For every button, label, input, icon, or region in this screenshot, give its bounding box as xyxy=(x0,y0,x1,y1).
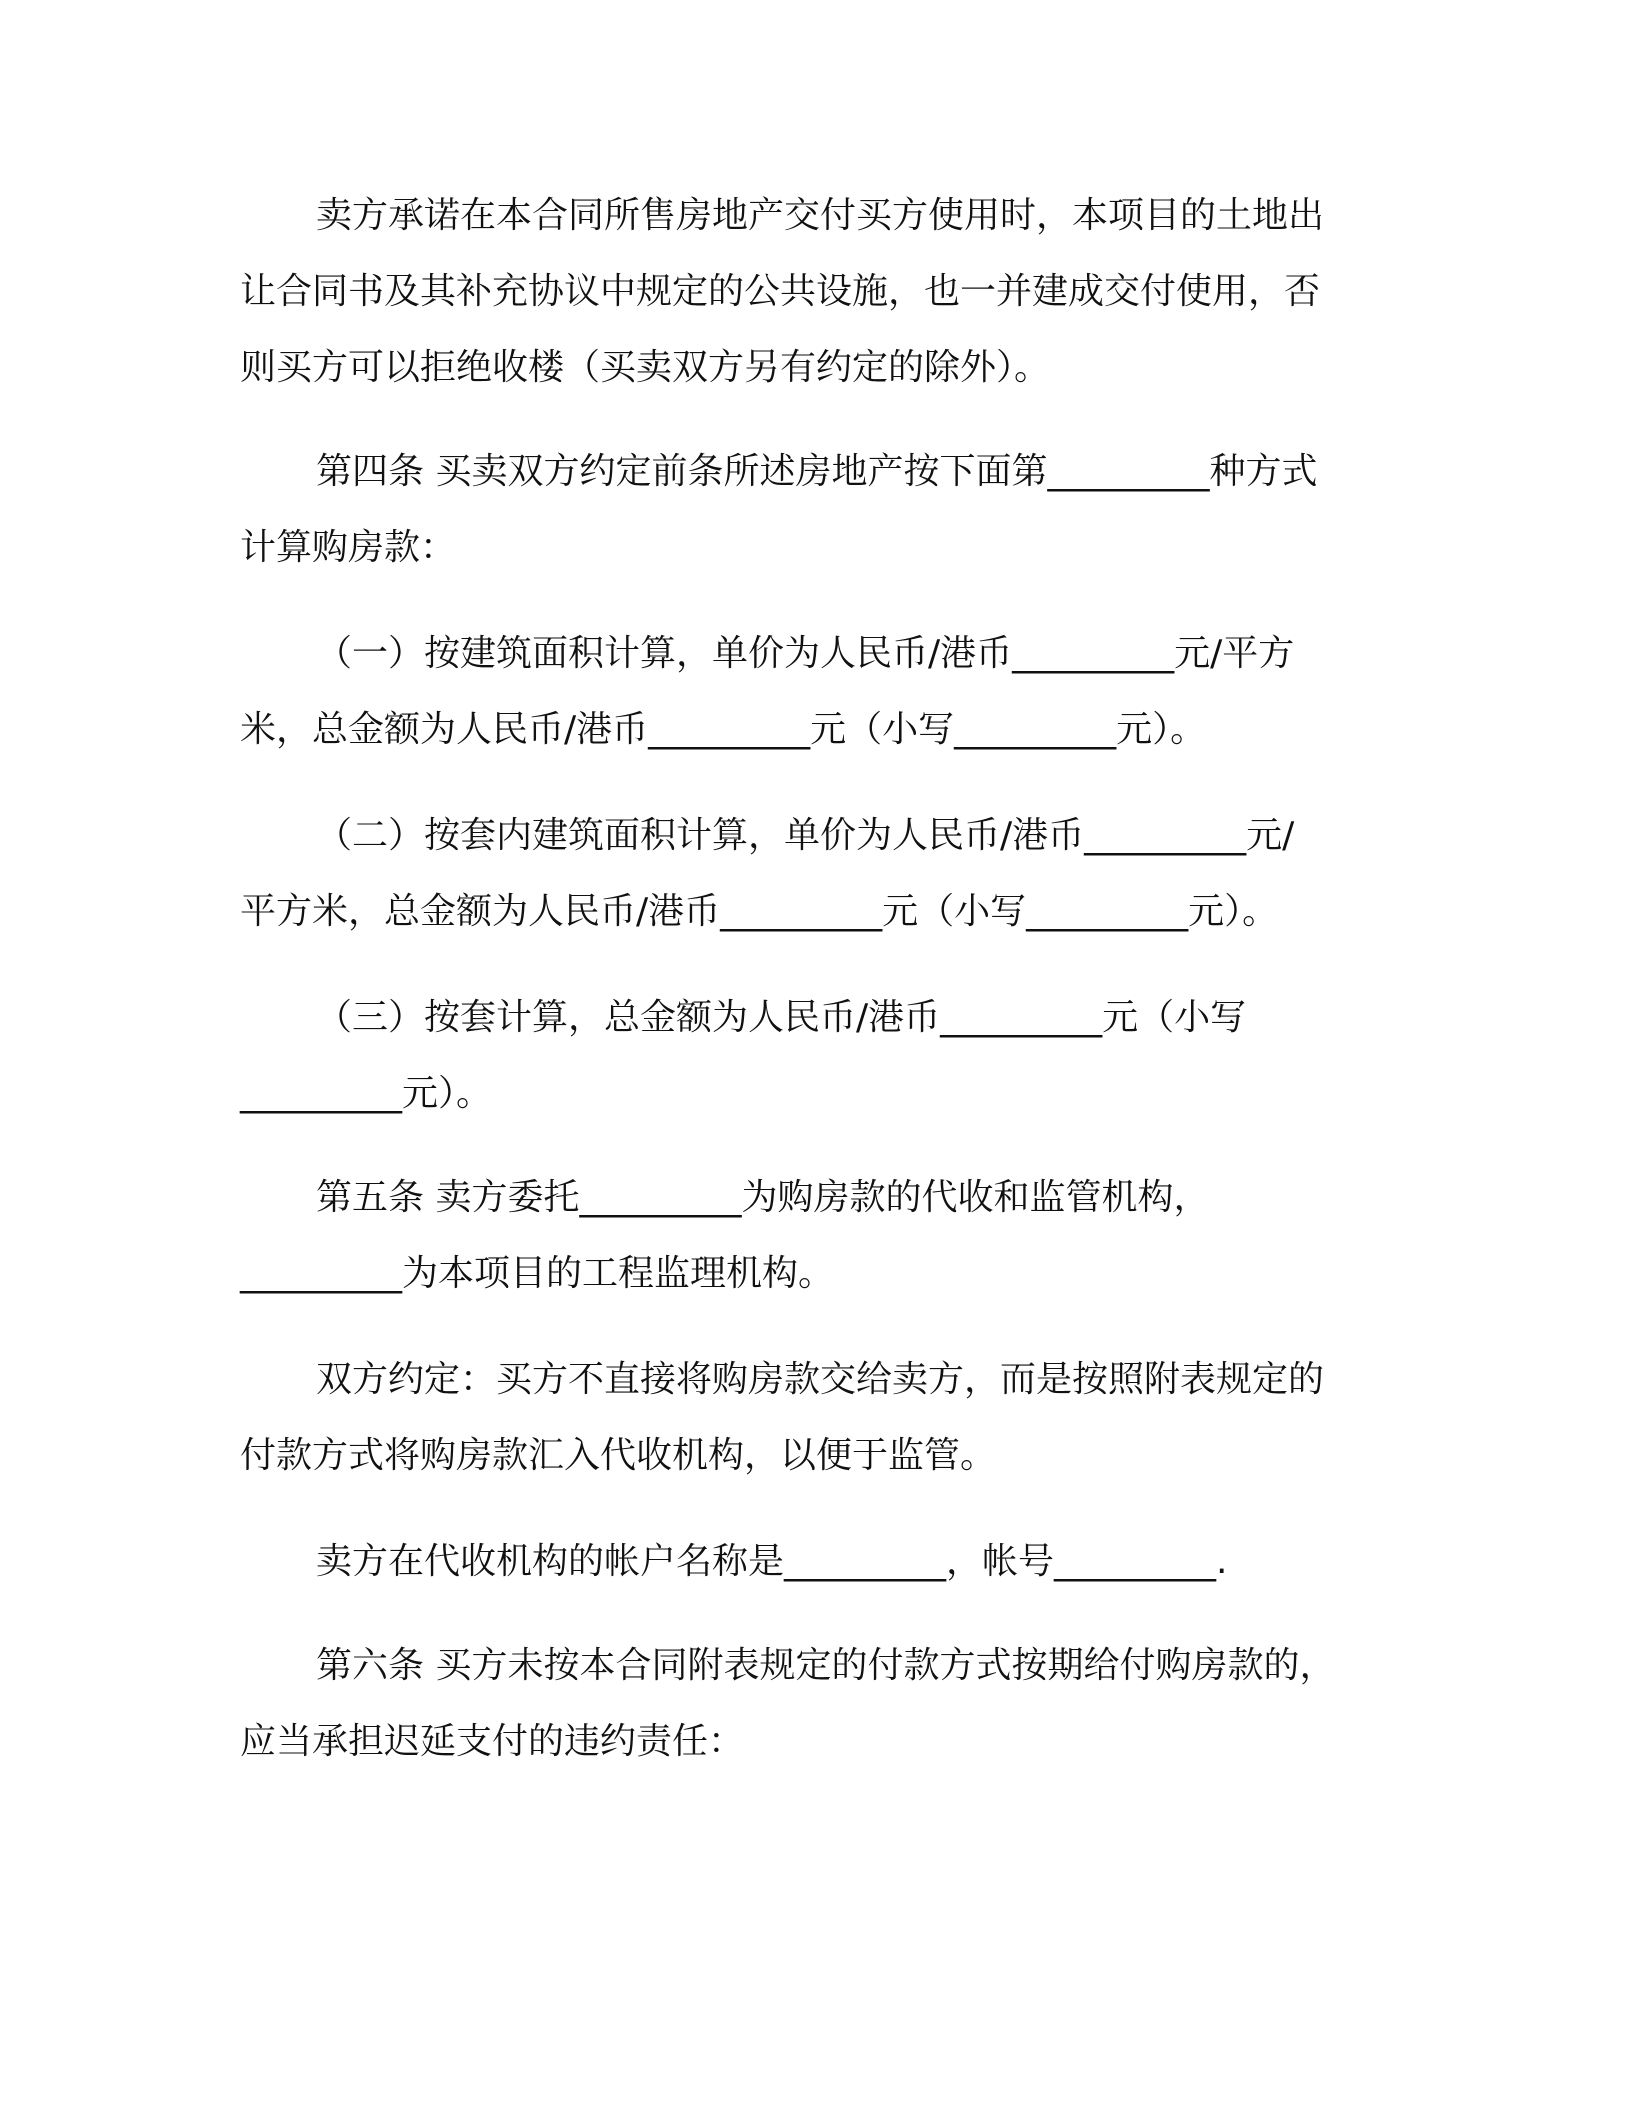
paragraph-line: 计算购房款： xyxy=(240,527,457,568)
paragraph-line: 付款方式将购房款汇入代收机构，以便于监管。 xyxy=(240,1435,997,1476)
paragraph-line: 双方约定：买方不直接将购房款交给卖方，而是按照附表规定的 xyxy=(316,1359,1325,1400)
paragraph-option-1 xyxy=(240,616,1370,768)
paragraph-line: 第四条 买卖双方约定前条所述房地产按下面第_________种方式 xyxy=(316,451,1318,492)
paragraph-line: 卖方承诺在本合同所售房地产交付买方使用时，本项目的土地出 xyxy=(316,195,1325,236)
paragraph-line: 应当承担迟延支付的违约责任： xyxy=(240,1721,745,1762)
paragraph-article-5 xyxy=(240,1160,1370,1312)
paragraph-line: 米，总金额为人民币/港币_________元（小写_________元）。 xyxy=(240,709,1207,750)
paragraph-line: 平方米，总金额为人民币/港币_________元（小写_________元）。 xyxy=(240,891,1279,932)
paragraph-seller-commitment xyxy=(240,178,1370,406)
paragraph-line: （三）按套计算，总金额为人民币/港币_________元（小写 xyxy=(316,997,1247,1038)
paragraph-line: 卖方在代收机构的帐户名称是_________，帐号_________. xyxy=(316,1541,1228,1582)
paragraph-option-3 xyxy=(240,980,1370,1132)
paragraph-article-4 xyxy=(240,434,1370,586)
paragraph-seller-account xyxy=(240,1524,1370,1600)
paragraph-line: 则买方可以拒绝收楼（买卖双方另有约定的除外）。 xyxy=(240,347,1051,388)
paragraph-line: _________元）。 xyxy=(240,1073,493,1114)
paragraph-line: （一）按建筑面积计算，单价为人民币/港币_________元/平方 xyxy=(316,633,1295,674)
paragraph-line: 第六条 买方未按本合同附表规定的付款方式按期给付购房款的， xyxy=(316,1645,1336,1686)
paragraph-line: _________为本项目的工程监理机构。 xyxy=(240,1253,835,1294)
paragraph-option-2 xyxy=(240,798,1370,950)
paragraph-article-6 xyxy=(240,1628,1370,1780)
paragraph-line: （二）按套内建筑面积计算，单价为人民币/港币_________元/ xyxy=(316,815,1295,856)
paragraph-line: 第五条 卖方委托_________为购房款的代收和监管机构， xyxy=(316,1177,1210,1218)
paragraph-mutual-agreement xyxy=(240,1342,1370,1494)
paragraph-line: 让合同书及其补充协议中规定的公共设施，也一并建成交付使用，否 xyxy=(240,271,1321,312)
